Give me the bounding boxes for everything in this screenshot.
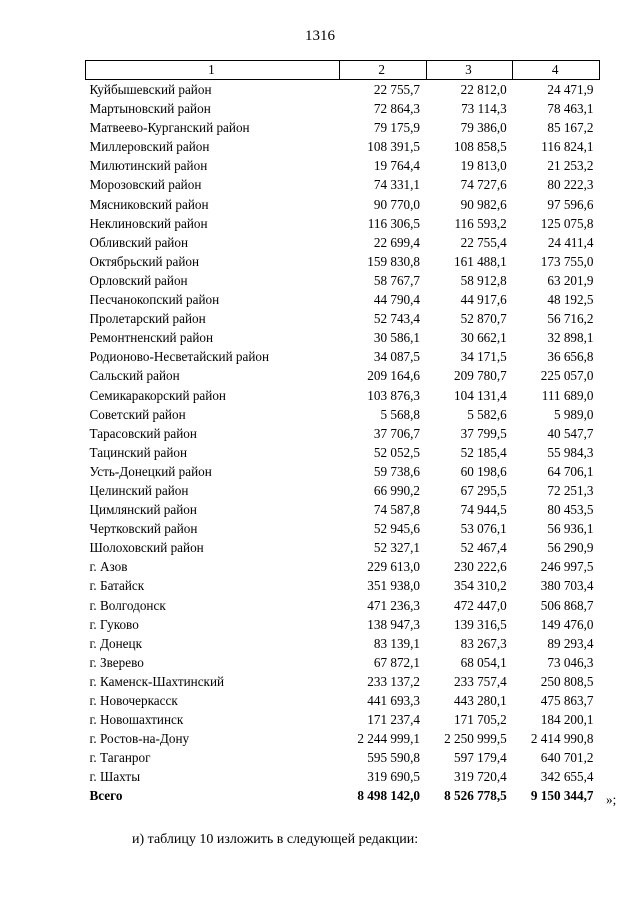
value-cell-col-2: 471 236,3 [367, 597, 421, 613]
table-row [86, 366, 600, 385]
value-cell-col-2: 30 586,1 [373, 330, 421, 346]
value-cell-col-2: 19 764,4 [373, 158, 421, 174]
value-cell-col-4: 73 046,3 [547, 654, 594, 670]
district-name-cell: Цимлянский район [89, 502, 197, 518]
district-name-cell: Ремонтненский район [89, 330, 214, 346]
value-cell-col-2: 103 876,3 [367, 387, 421, 403]
table-row [86, 519, 600, 538]
table-row [86, 328, 600, 347]
value-cell-col-4: 97 596,6 [547, 196, 594, 212]
table-row [86, 214, 600, 233]
header-col-4: 4 [513, 61, 600, 80]
value-cell-col-2: 441 693,3 [367, 693, 421, 708]
value-cell-col-2: 5 568,8 [380, 406, 421, 422]
budget-table [85, 60, 600, 806]
district-name-cell: г. Батайск [89, 578, 145, 594]
value-cell-col-2: 319 690,5 [367, 769, 421, 785]
value-cell-col-2: 83 139,1 [373, 635, 421, 651]
total-label-cell: Всего [89, 788, 123, 804]
value-cell-col-4: 80 453,5 [547, 502, 594, 518]
value-cell-col-4: 2 414 990,8 [530, 731, 594, 747]
value-cell-col-4: 24 471,9 [547, 82, 594, 97]
value-cell-col-4: 56 290,9 [547, 540, 594, 556]
value-cell-col-3: 68 054,1 [460, 654, 507, 670]
closing-quote-mark: »; [606, 792, 617, 807]
table-row [86, 748, 600, 767]
table-row [86, 691, 600, 710]
value-cell-col-4: 246 997,5 [540, 559, 594, 575]
table-row [86, 462, 600, 481]
value-cell-col-4: 55 984,3 [547, 444, 594, 460]
table-row [86, 252, 600, 271]
district-name-cell: г. Зверево [89, 654, 144, 670]
value-cell-col-4: 80 222,3 [547, 177, 594, 193]
value-cell-col-3: 319 720,4 [454, 769, 507, 785]
district-name-cell: Сальский район [89, 368, 180, 384]
total-value-cell-col-4: 9 150 344,7 [530, 788, 594, 804]
value-cell-col-4: 85 167,2 [547, 120, 594, 136]
value-cell-col-4: 56 716,2 [547, 311, 594, 327]
value-cell-col-4: 116 824,1 [541, 139, 594, 155]
value-cell-col-4: 32 898,1 [547, 330, 594, 346]
value-cell-col-3: 209 780,7 [454, 368, 507, 384]
value-cell-col-3: 53 076,1 [460, 521, 507, 537]
district-name-cell: Неклиновский район [89, 215, 208, 231]
value-cell-col-2: 595 590,8 [367, 750, 421, 766]
table-row [86, 118, 600, 137]
value-cell-col-2: 22 755,7 [373, 82, 421, 97]
value-cell-col-4: 225 057,0 [540, 368, 594, 384]
value-cell-col-2: 72 864,3 [373, 101, 421, 117]
value-cell-col-2: 59 738,6 [373, 463, 421, 479]
value-cell-col-3: 30 662,1 [460, 330, 507, 346]
district-name-cell: г. Волгодонск [89, 597, 166, 613]
value-cell-col-3: 108 858,5 [454, 139, 507, 155]
table-row [86, 710, 600, 729]
table-row [86, 615, 600, 634]
district-name-cell: Миллеровский район [89, 139, 210, 155]
district-name-cell: Родионово-Несветайский район [89, 349, 270, 365]
table-row [86, 634, 600, 653]
table-row [86, 481, 600, 500]
value-cell-col-2: 2 244 999,1 [357, 731, 421, 747]
value-cell-col-3: 74 944,5 [460, 502, 507, 518]
value-cell-col-4: 64 706,1 [547, 463, 594, 479]
table-row [86, 271, 600, 290]
value-cell-col-3: 22 755,4 [460, 234, 507, 250]
value-cell-col-3: 52 467,4 [460, 540, 507, 556]
table-row [86, 309, 600, 328]
table-row [86, 137, 600, 156]
value-cell-col-4: 506 868,7 [540, 597, 594, 613]
value-cell-col-2: 44 790,4 [373, 292, 421, 308]
table-row [86, 290, 600, 309]
district-name-cell: Семикаракорский район [89, 387, 226, 403]
value-cell-col-2: 74 331,1 [373, 177, 421, 193]
value-cell-col-2: 171 237,4 [367, 712, 421, 728]
value-cell-col-2: 58 767,7 [373, 272, 421, 288]
value-cell-col-4: 640 701,2 [540, 750, 594, 766]
value-cell-col-3: 161 488,1 [454, 253, 507, 269]
value-cell-col-3: 116 593,2 [454, 215, 507, 231]
value-cell-col-3: 139 316,5 [454, 616, 507, 632]
district-name-cell: Обливский район [89, 234, 189, 250]
district-name-cell: г. Новочеркасск [89, 693, 178, 708]
value-cell-col-2: 66 990,2 [373, 482, 421, 498]
district-name-cell: Мартыновский район [89, 101, 211, 117]
value-cell-col-2: 229 613,0 [367, 559, 421, 575]
district-name-cell: Мясниковский район [89, 196, 209, 212]
value-cell-col-3: 90 982,6 [460, 196, 507, 212]
value-cell-col-3: 104 131,4 [454, 387, 507, 403]
district-name-cell: Тацинский район [89, 444, 188, 460]
header-col-1: 1 [86, 61, 340, 80]
value-cell-col-4: 21 253,2 [547, 158, 594, 174]
value-cell-col-3: 597 179,4 [454, 750, 507, 766]
value-cell-col-2: 159 830,8 [367, 253, 421, 269]
total-row [86, 786, 600, 805]
value-cell-col-4: 111 689,0 [541, 387, 594, 403]
table-row [86, 596, 600, 615]
table-row [86, 347, 600, 366]
value-cell-col-3: 52 185,4 [460, 444, 507, 460]
header-col-2: 2 [339, 61, 426, 80]
table-row [86, 500, 600, 519]
value-cell-col-4: 72 251,3 [547, 482, 594, 498]
value-cell-col-3: 22 812,0 [460, 82, 507, 97]
value-cell-col-2: 74 587,8 [373, 502, 421, 518]
table-row [86, 233, 600, 252]
value-cell-col-2: 34 087,5 [373, 349, 421, 365]
header-col-3: 3 [426, 61, 513, 80]
table-row [86, 175, 600, 194]
table-row [86, 99, 600, 118]
value-cell-col-2: 22 699,4 [373, 234, 421, 250]
value-cell-col-3: 19 813,0 [460, 158, 507, 174]
district-name-cell: Октябрьский район [89, 253, 200, 269]
district-name-cell: г. Донецк [89, 635, 142, 651]
table-row [86, 576, 600, 595]
table-row [86, 405, 600, 424]
value-cell-col-3: 230 222,6 [454, 559, 507, 575]
value-cell-col-4: 48 192,5 [547, 292, 594, 308]
value-cell-col-3: 44 917,6 [460, 292, 507, 308]
district-name-cell: Песчанокопский район [89, 292, 220, 308]
value-cell-col-3: 443 280,1 [454, 693, 507, 708]
value-cell-col-3: 60 198,6 [460, 463, 507, 479]
value-cell-col-2: 37 706,7 [373, 425, 421, 441]
table-row [86, 653, 600, 672]
table-row [86, 386, 600, 405]
district-name-cell: г. Таганрог [89, 750, 151, 766]
table-row [86, 443, 600, 462]
table-header [86, 61, 600, 80]
district-name-cell: Морозовский район [89, 177, 202, 193]
value-cell-col-2: 116 306,5 [367, 215, 421, 231]
table-row [86, 424, 600, 443]
district-name-cell: Орловский район [89, 272, 188, 288]
table-row [86, 156, 600, 175]
district-name-cell: Усть-Донецкий район [89, 463, 212, 479]
value-cell-col-4: 125 075,8 [540, 215, 594, 231]
table-row [86, 195, 600, 214]
value-cell-col-4: 184 200,1 [540, 712, 594, 728]
value-cell-col-3: 233 757,4 [454, 673, 507, 689]
district-name-cell: Тарасовский район [89, 425, 197, 441]
value-cell-col-2: 52 052,5 [373, 444, 421, 460]
district-name-cell: Пролетарский район [89, 311, 206, 327]
table-row [86, 538, 600, 557]
value-cell-col-3: 74 727,6 [460, 177, 507, 193]
district-name-cell: Советский район [89, 406, 186, 422]
value-cell-col-4: 380 703,4 [540, 578, 594, 594]
table-row [86, 557, 600, 576]
district-name-cell: Чертковский район [89, 521, 198, 537]
value-cell-col-2: 233 137,2 [367, 673, 421, 689]
value-cell-col-3: 73 114,3 [461, 101, 507, 117]
value-cell-col-3: 83 267,3 [460, 635, 507, 651]
value-cell-col-2: 351 938,0 [367, 578, 421, 594]
value-cell-col-2: 52 327,1 [373, 540, 421, 556]
value-cell-col-4: 5 989,0 [553, 406, 594, 422]
page-number: 1316 [305, 28, 335, 44]
value-cell-col-4: 40 547,7 [547, 425, 594, 441]
district-name-cell: г. Азов [89, 559, 128, 575]
value-cell-col-3: 52 870,7 [460, 311, 507, 327]
value-cell-col-2: 67 872,1 [373, 654, 421, 670]
district-name-cell: Милютинский район [89, 158, 208, 174]
value-cell-col-3: 354 310,2 [454, 578, 507, 594]
district-name-cell: Матвеево-Курганский район [89, 120, 250, 136]
value-cell-col-3: 2 250 999,5 [444, 731, 507, 747]
district-name-cell: Куйбышевский район [89, 82, 212, 97]
value-cell-col-2: 79 175,9 [373, 120, 421, 136]
value-cell-col-4: 173 755,0 [540, 253, 594, 269]
value-cell-col-3: 67 295,5 [460, 482, 507, 498]
district-name-cell: Целинский район [89, 482, 189, 498]
value-cell-col-3: 34 171,5 [460, 349, 507, 365]
value-cell-col-4: 24 411,4 [547, 234, 594, 250]
total-value-cell-col-3: 8 526 778,5 [444, 788, 507, 804]
value-cell-col-2: 90 770,0 [373, 196, 421, 212]
district-name-cell: г. Новошахтинск [89, 712, 184, 728]
value-cell-col-4: 149 476,0 [540, 616, 594, 632]
value-cell-col-3: 37 799,5 [460, 425, 507, 441]
value-cell-col-2: 138 947,3 [367, 616, 421, 632]
header-row [86, 61, 600, 80]
district-name-cell: г. Каменск-Шахтинский [89, 673, 225, 689]
value-cell-col-3: 58 912,8 [460, 272, 507, 288]
value-cell-col-2: 209 164,6 [367, 368, 421, 384]
district-name-cell: г. Шахты [89, 769, 141, 785]
value-cell-col-2: 52 945,6 [373, 521, 421, 537]
value-cell-col-4: 342 655,4 [540, 769, 594, 785]
value-cell-col-4: 36 656,8 [547, 349, 594, 365]
value-cell-col-3: 79 386,0 [460, 120, 507, 136]
total-value-cell-col-2: 8 498 142,0 [357, 788, 421, 804]
table-body [86, 80, 600, 806]
district-name-cell: г. Ростов-на-Дону [89, 731, 190, 747]
value-cell-col-3: 171 705,2 [454, 712, 507, 728]
value-cell-col-4: 56 936,1 [547, 521, 594, 537]
amendment-note: и) таблицу 10 изложить в следующей редакции: [132, 832, 419, 847]
value-cell-col-4: 63 201,9 [547, 272, 594, 288]
value-cell-col-2: 52 743,4 [373, 311, 421, 327]
value-cell-col-4: 475 863,7 [540, 693, 594, 708]
table-row [86, 729, 600, 748]
district-name-cell: Шолоховский район [89, 540, 204, 556]
value-cell-col-4: 250 808,5 [540, 673, 594, 689]
value-cell-col-4: 78 463,1 [547, 101, 594, 117]
value-cell-col-3: 5 582,6 [467, 406, 507, 422]
value-cell-col-2: 108 391,5 [367, 139, 421, 155]
value-cell-col-4: 89 293,4 [547, 635, 594, 651]
table-row [86, 672, 600, 691]
district-name-cell: г. Гуково [89, 616, 139, 632]
value-cell-col-3: 472 447,0 [454, 597, 507, 613]
table-row [86, 767, 600, 786]
table-row [86, 80, 600, 100]
